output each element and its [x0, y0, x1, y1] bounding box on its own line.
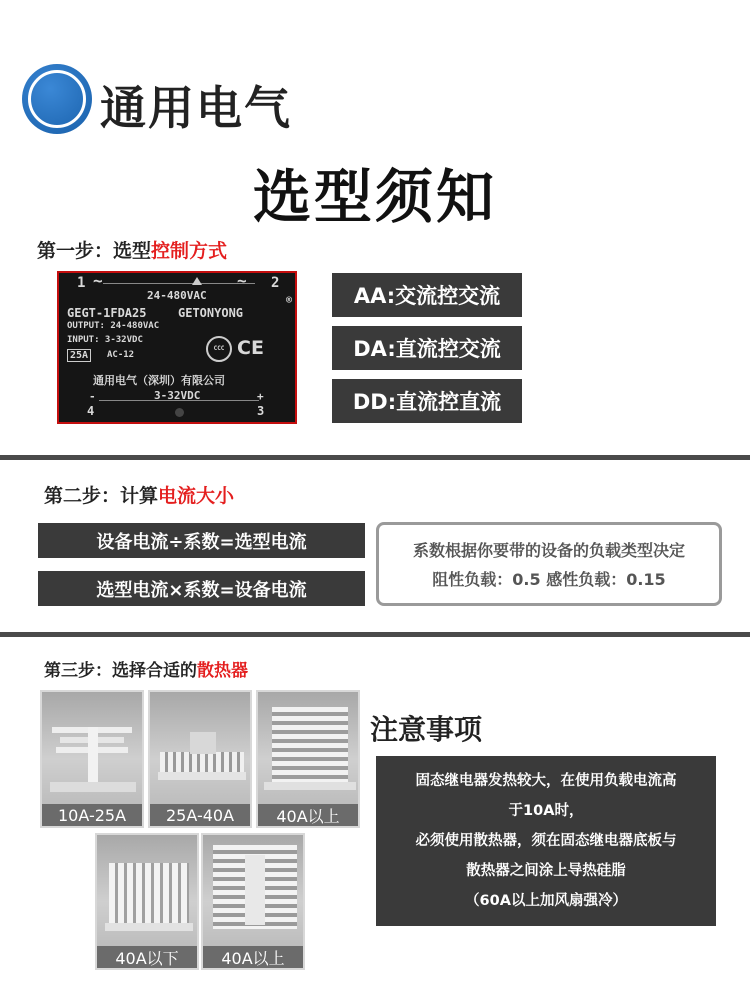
attention-line: （60A以上加风扇强冷）	[465, 893, 627, 909]
heatsink-image	[258, 692, 358, 804]
heatsink-10a-25a	[40, 690, 144, 828]
step2-label-highlight: 电流大小	[158, 485, 235, 507]
attention-box	[376, 756, 716, 926]
relay-minus: -	[89, 390, 96, 403]
step1-label-prefix: 第一步：选型	[37, 240, 152, 262]
coefficient-note-line1: 系数根据你要带的设备的负载类型决定	[412, 541, 685, 560]
attention-line: 必须使用散热器，须在固态继电器底板与	[415, 833, 677, 849]
relay-voltage-top: 24-480VAC	[147, 289, 207, 302]
relay-pin-1: 1	[77, 275, 86, 291]
relay-triangle-icon	[192, 277, 202, 285]
page-title: 选型须知	[252, 163, 497, 231]
relay-model: GEGT-1FDA25	[67, 306, 147, 320]
step2-label-prefix: 第二步：计算	[44, 485, 159, 507]
relay-maker: 通用电气（深圳）有限公司	[93, 374, 225, 387]
relay-voltage-bottom: 3-32VDC	[154, 389, 201, 402]
brand-name: 通用电气	[100, 81, 292, 135]
relay-wave-right: ~	[237, 271, 247, 290]
formula-select-current: 设备电流÷系数=选型电流	[38, 523, 365, 558]
relay-registered: ®	[286, 295, 293, 306]
relay-contact-line	[103, 283, 255, 284]
type-dd-label: DD:直流控直流	[332, 379, 522, 423]
heatsink-25a-40a	[148, 690, 252, 828]
step2-label	[44, 481, 234, 508]
relay-pin-4: 4	[87, 404, 95, 418]
relay-wave-left: ~	[93, 271, 103, 290]
type-aa-label: AA:交流控交流	[332, 273, 522, 317]
heatsink-caption: 40A以下	[97, 946, 197, 968]
relay-current: 25A	[67, 349, 91, 362]
relay-plus: +	[257, 390, 264, 403]
heatsink-caption: 40A以上	[258, 804, 358, 826]
type-da-label: DA:直流控交流	[332, 326, 522, 370]
section-divider	[0, 632, 750, 637]
relay-ccc-icon: CCC	[206, 336, 232, 362]
relay-pin-2: 2	[271, 275, 280, 291]
attention-line: 于10A时，	[508, 803, 584, 819]
heatsink-image	[203, 835, 303, 946]
heatsink-caption: 40A以上	[203, 946, 303, 968]
step3-label-highlight: 散热器	[197, 661, 248, 681]
step3-label	[44, 656, 248, 681]
heatsink-caption: 10A-25A	[42, 804, 142, 826]
relay-input: INPUT: 3-32VDC	[67, 335, 143, 345]
formula-device-current: 选型电流×系数=设备电流	[38, 571, 365, 606]
step3-label-prefix: 第三步：选择合适的	[44, 661, 197, 681]
heatsink-image	[42, 692, 142, 804]
coefficient-note-line2: 阻性负载：0.5 感性负载：0.15	[432, 570, 666, 589]
coefficient-note	[376, 522, 722, 606]
attention-title: 注意事项	[370, 713, 483, 746]
step1-label-highlight: 控制方式	[151, 240, 228, 262]
relay-pin-3: 3	[257, 404, 265, 418]
attention-line: 散热器之间涂上导热硅脂	[466, 863, 626, 879]
heatsink-image	[97, 835, 197, 946]
relay-screw-icon	[175, 408, 184, 417]
heatsink-image	[150, 692, 250, 804]
heatsink-40a-below	[95, 833, 199, 970]
heatsink-caption: 25A-40A	[150, 804, 250, 826]
relay-brand: GETONYONG	[178, 306, 244, 320]
relay-ac: AC-12	[107, 350, 135, 360]
heatsink-40a-plus-large	[201, 833, 305, 970]
attention-line: 固态继电器发热较大，在使用负载电流高	[415, 773, 677, 789]
section-divider	[0, 455, 750, 460]
heatsink-40a-plus	[256, 690, 360, 828]
relay-image	[57, 271, 297, 424]
relay-output: OUTPUT: 24-480VAC	[67, 321, 160, 331]
step1-label	[37, 236, 227, 263]
relay-ce-icon: CE	[237, 337, 264, 359]
brand-logo-icon	[22, 64, 92, 134]
